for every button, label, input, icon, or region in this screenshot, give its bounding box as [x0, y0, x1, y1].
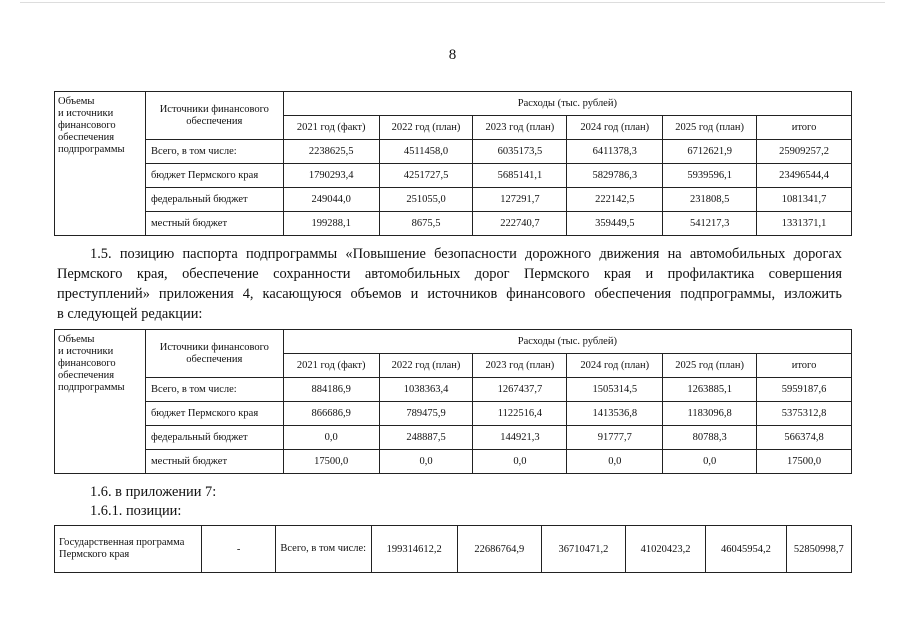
sources-header: Источники финансового обеспечения: [145, 92, 283, 140]
value-cell: 91777,7: [567, 426, 663, 450]
dash-cell: -: [202, 526, 275, 573]
value-cell: 1331371,1: [757, 212, 852, 236]
subprogram-label: Объемы и источники финансового обеспечения подпрограммы: [55, 92, 146, 236]
table-row: [55, 450, 852, 474]
value-cell: 5829786,3: [567, 164, 663, 188]
value-cell: 199288,1: [283, 212, 379, 236]
page-number: 8: [448, 47, 457, 63]
value-cell: 866686,9: [283, 402, 379, 426]
value-cell: 17500,0: [283, 450, 379, 474]
paragraph-line: 1.5. позицию паспорта подпрограммы «Повышение безопасности дорожного движения на автомобильных дорогах: [90, 246, 842, 262]
value-cell: 231808,5: [663, 188, 757, 212]
value-cell: 0,0: [283, 426, 379, 450]
program-table: [54, 525, 852, 573]
value-cell: 199314612,2: [371, 526, 457, 573]
expenses-header: Расходы (тыс. рублей): [283, 330, 851, 354]
year-header: 2023 год (план): [473, 116, 567, 140]
value-cell: 8675,5: [379, 212, 473, 236]
item-1-6-1: 1.6.1. позиции:: [90, 503, 182, 519]
table-row: [55, 212, 852, 236]
value-cell: 6712621,9: [663, 140, 757, 164]
value-cell: 1263885,1: [663, 378, 757, 402]
value-cell: 789475,9: [379, 402, 473, 426]
value-cell: 52850998,7: [786, 526, 851, 573]
table-row: [55, 426, 852, 450]
page-top-edge: [20, 2, 885, 3]
source-label: федеральный бюджет: [145, 426, 283, 450]
value-cell: 17500,0: [757, 450, 852, 474]
total-header: итого: [757, 354, 852, 378]
table-row: [55, 526, 852, 573]
program-name: Государственная программа Пермского края: [55, 526, 202, 573]
value-cell: 46045954,2: [706, 526, 786, 573]
value-cell: 359449,5: [567, 212, 663, 236]
paragraph-1-5: [57, 244, 842, 324]
value-cell: 36710471,2: [541, 526, 625, 573]
value-cell: 0,0: [379, 450, 473, 474]
value-cell: 4251727,5: [379, 164, 473, 188]
year-header: 2023 год (план): [473, 354, 567, 378]
value-cell: 22686764,9: [457, 526, 541, 573]
year-header: 2021 год (факт): [283, 354, 379, 378]
value-cell: 566374,8: [757, 426, 852, 450]
paragraph-line: в следующей редакции:: [57, 306, 203, 322]
value-cell: 1183096,8: [663, 402, 757, 426]
value-cell: 80788,3: [663, 426, 757, 450]
value-cell: 1267437,7: [473, 378, 567, 402]
value-cell: 1081341,7: [757, 188, 852, 212]
value-cell: 0,0: [663, 450, 757, 474]
year-header: 2022 год (план): [379, 116, 473, 140]
value-cell: 541217,3: [663, 212, 757, 236]
value-cell: 23496544,4: [757, 164, 852, 188]
table-row: [55, 378, 852, 402]
value-cell: 1505314,5: [567, 378, 663, 402]
table-row: [55, 164, 852, 188]
value-cell: 222142,5: [567, 188, 663, 212]
value-cell: 2238625,5: [283, 140, 379, 164]
source-label: бюджет Пермского края: [145, 164, 283, 188]
subprogram-label: Объемы и источники финансового обеспечения подпрограммы: [55, 330, 146, 474]
table-row: [55, 188, 852, 212]
financing-table-1: [54, 91, 852, 236]
value-cell: 5685141,1: [473, 164, 567, 188]
total-label: Всего, в том числе:: [275, 526, 371, 573]
value-cell: 249044,0: [283, 188, 379, 212]
value-cell: 251055,0: [379, 188, 473, 212]
paragraph-line: Пермского края, обеспечение сохранности автомобильных дорог Пермского края и профилактика совершения: [57, 266, 842, 282]
value-cell: 144921,3: [473, 426, 567, 450]
paragraph-line: преступлений» приложения 4, касающуюся объемов и источников финансового обеспечения подпрограммы, изложить: [57, 286, 842, 302]
value-cell: 5375312,8: [757, 402, 852, 426]
value-cell: 41020423,2: [625, 526, 705, 573]
value-cell: 25909257,2: [757, 140, 852, 164]
value-cell: 0,0: [473, 450, 567, 474]
sources-header: Источники финансового обеспечения: [145, 330, 283, 378]
value-cell: 1790293,4: [283, 164, 379, 188]
year-header: 2025 год (план): [663, 116, 757, 140]
source-label: Всего, в том числе:: [145, 140, 283, 164]
value-cell: 6035173,5: [473, 140, 567, 164]
table-row: [55, 402, 852, 426]
source-label: бюджет Пермского края: [145, 402, 283, 426]
value-cell: 127291,7: [473, 188, 567, 212]
value-cell: 5959187,6: [757, 378, 852, 402]
year-header: 2024 год (план): [567, 116, 663, 140]
source-label: местный бюджет: [145, 212, 283, 236]
value-cell: 5939596,1: [663, 164, 757, 188]
value-cell: 0,0: [567, 450, 663, 474]
total-header: итого: [757, 116, 852, 140]
source-label: федеральный бюджет: [145, 188, 283, 212]
expenses-header: Расходы (тыс. рублей): [283, 92, 851, 116]
value-cell: 1413536,8: [567, 402, 663, 426]
value-cell: 222740,7: [473, 212, 567, 236]
item-1-6: 1.6. в приложении 7:: [90, 484, 217, 500]
value-cell: 1038363,4: [379, 378, 473, 402]
value-cell: 6411378,3: [567, 140, 663, 164]
value-cell: 1122516,4: [473, 402, 567, 426]
financing-table-2: [54, 329, 852, 474]
value-cell: 248887,5: [379, 426, 473, 450]
source-label: Всего, в том числе:: [145, 378, 283, 402]
year-header: 2025 год (план): [663, 354, 757, 378]
year-header: 2022 год (план): [379, 354, 473, 378]
value-cell: 884186,9: [283, 378, 379, 402]
source-label: местный бюджет: [145, 450, 283, 474]
year-header: 2021 год (факт): [283, 116, 379, 140]
table-row: [55, 140, 852, 164]
value-cell: 4511458,0: [379, 140, 473, 164]
year-header: 2024 год (план): [567, 354, 663, 378]
